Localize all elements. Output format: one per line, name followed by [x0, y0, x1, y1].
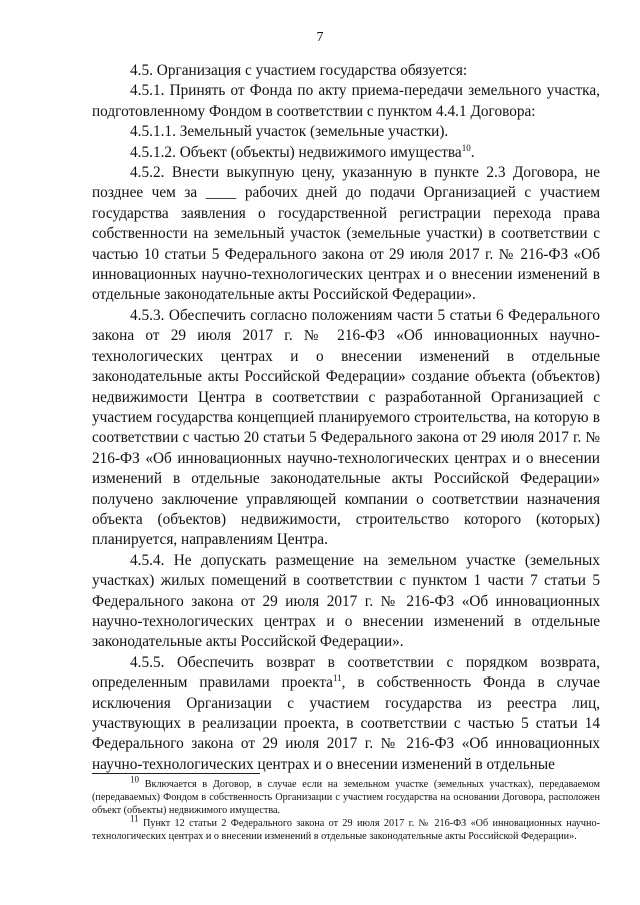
page-number: 7 — [316, 30, 324, 45]
footnote-10-text: Включается в Договор, в случае если на земельном участке (земельных участках), передаваемом (передаваемых) Фондом в собственность Организации с участием государства на основании Договора, расположен объект (объекты) недвижимого имущества. — [92, 779, 600, 816]
footnotes — [92, 774, 600, 843]
clause-4-5-5-text-end: , в собственность Фонда в случае исключения Организации с участием государства из реестра лиц, участвующих в реализации проекта, в соответствии с частью 5 статьи 14 Федерального закона от 29 июля 2017 г. № 216-ФЗ «Об инновационных научно-технологических центрах и о внесении изменений в отдельные — [92, 674, 601, 773]
clause-4-5-4: 4.5.4. Не допускать размещение на земельном участке (земельных участках) жилых помещений в соответствии с пунктом 1 части 7 статьи 5 Федерального закона от 29 июля 2017 г. № 216-ФЗ «Об инновационных научно-технологических центрах и о внесении изменений в отдельные законодательные акты Российской Федерации». — [92, 551, 600, 651]
clause-4-5-3: 4.5.3. Обеспечить согласно положениям части 5 статьи 6 Федерального закона от 29 июля 2017 г. № 216-ФЗ «Об инновационных научно-технологических центрах и о внесении изменений в отдельные законодательные акты Российской Федерации» создание объекта (объектов) недвижимости Центра в соответствии с разработанной Организацией с участием государства концепцией планируемого строительства, на которую в соответствии с частью 20 статьи 5 Федерального закона от 29 июля 2017 г. № 216-ФЗ «Об инновационных научно-технологических центрах и о внесении изменений в отдельные законодательные акты Российской Федерации» получено заключение управляющей компании о соответствии назначения объекта (объектов) недвижимости, строительство которого (которых) планируется, направлениям Центра. — [92, 306, 600, 549]
document-body — [92, 61, 600, 775]
clause-4-5-1: 4.5.1. Принять от Фонда по акту приема-передачи земельного участка, подготовленному Фондом в соответствии с пунктом 4.4.1 Договора: — [92, 82, 600, 120]
footnote-mark-10: 10 — [130, 774, 139, 785]
clause-4-5-5-text-start: 4.5.5. Обеспечить возврат в соответствии с порядком возврата, определенным правилами проекта — [92, 653, 600, 692]
clause-4-5-1-2-text: 4.5.1.2. Объект (объекты) недвижимого имущества — [130, 143, 462, 161]
clause-4-5-1-1: 4.5.1.1. Земельный участок (земельные участки). — [130, 123, 449, 141]
clause-4-5: 4.5. Организация с участием государства обязуется: — [130, 62, 468, 79]
footnote-10 — [92, 774, 600, 817]
footnote-mark-11: 11 — [130, 813, 139, 824]
footnote-separator — [92, 773, 260, 774]
footnote-11-text: Пункт 12 статьи 2 Федерального закона от 29 июля 2017 г. № 216-ФЗ «Об инновационных научно-технологических центрах и о внесении изменений в отдельные законодательные акты Российской Федерации». — [92, 818, 600, 842]
footnote-ref-10: 10 — [461, 142, 471, 153]
footnote-11 — [92, 813, 600, 843]
clause-4-5-1-2: 4.5.1.2. Объект (объекты) недвижимого имущества$^{10}$. — [130, 142, 475, 161]
clause-4-5-5 — [92, 653, 600, 775]
footnote-ref-11: 11 — [332, 673, 342, 684]
clause-4-5-2: 4.5.2. Внести выкупную цену, указанную в пункте 2.3 Договора, не позднее чем за ____ рабочих дней до подачи Организацией с участием государства заявления о государственной регистрации перехода права собственности на земельный участок (земельные участки) в соответствии с частью 10 статьи 5 Федерального закона от 29 июля 2017 г. № 216-ФЗ «Об инновационных научно-технологических центрах и о внесении изменений в отдельные законодательные акты Российской Федерации». — [92, 164, 600, 304]
